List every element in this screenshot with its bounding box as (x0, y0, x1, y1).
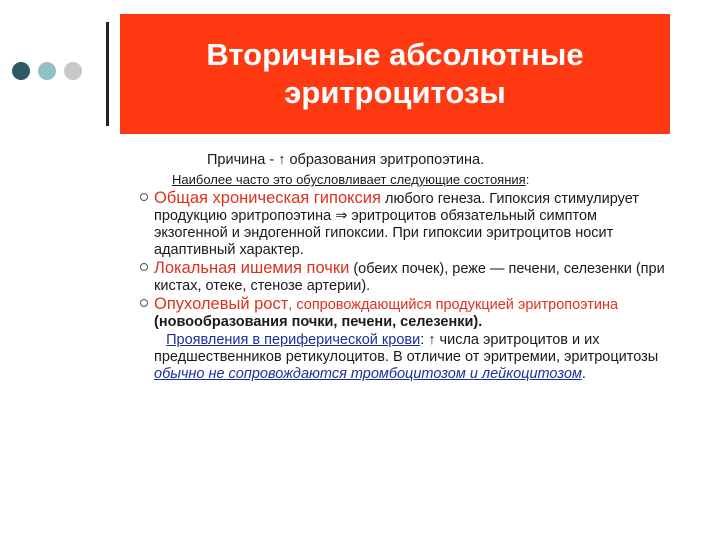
manifest-label: Проявления в периферической крови (166, 332, 421, 348)
item-title: Общая хроническая гипоксия (154, 189, 381, 207)
manifest-end: . (581, 366, 586, 382)
item-title: Локальная ишемия почки (154, 259, 350, 277)
manifest-colon: : (420, 332, 425, 348)
item-text-bold: (новообразования почки, печени, селезенки). (154, 314, 483, 330)
dot-gray (64, 62, 82, 80)
often-label: Наиболее часто это обусловливает следующие состояния (172, 172, 526, 187)
vertical-divider (106, 22, 109, 126)
manifest-text: ↑ числа эритроцитов и их предшественников ретикулоцитов. В отличие от эритремии, эритроцитозы (154, 332, 659, 365)
bullet-icon (140, 193, 148, 201)
list-item (130, 260, 670, 295)
often-text (172, 172, 529, 187)
manifest-italic: обычно не сопровождаются тромбоцитозом и лейкоцитозом (154, 366, 582, 382)
title-line-1: Вторичные абсолютные (206, 37, 584, 72)
title-banner (120, 14, 670, 134)
list-item (130, 296, 670, 331)
title-line-2: эритроцитозы (284, 75, 506, 110)
slide-title (120, 36, 670, 112)
dot-teal (38, 62, 56, 80)
items-list (130, 190, 670, 383)
manifest-paragraph (130, 332, 670, 383)
decorative-dots (12, 62, 82, 80)
item-text: (обеих почек), реже — печени, селезенки (при кистах, отеке, стенозе артерии). (154, 261, 665, 294)
item-title: Опухолевый рост (154, 295, 289, 313)
cause-text: Причина - ↑ образования эритропоэтина. (207, 152, 485, 168)
bullet-icon (140, 299, 148, 307)
item-text-red: , сопровождающийся продукцией эритропоэтина (288, 297, 619, 313)
item-text: любого генеза. Гипоксия стимулирует продукцию эритропоэтина ⇒ эритроцитов обязательный симптом экзогенной и эндогенной гипоксии. При гипоксии эритроцитов носит адаптивный характер. (154, 191, 639, 258)
dot-dark (12, 62, 30, 80)
often-colon: : (525, 172, 530, 187)
list-item (130, 190, 670, 259)
bullet-icon (140, 263, 148, 271)
